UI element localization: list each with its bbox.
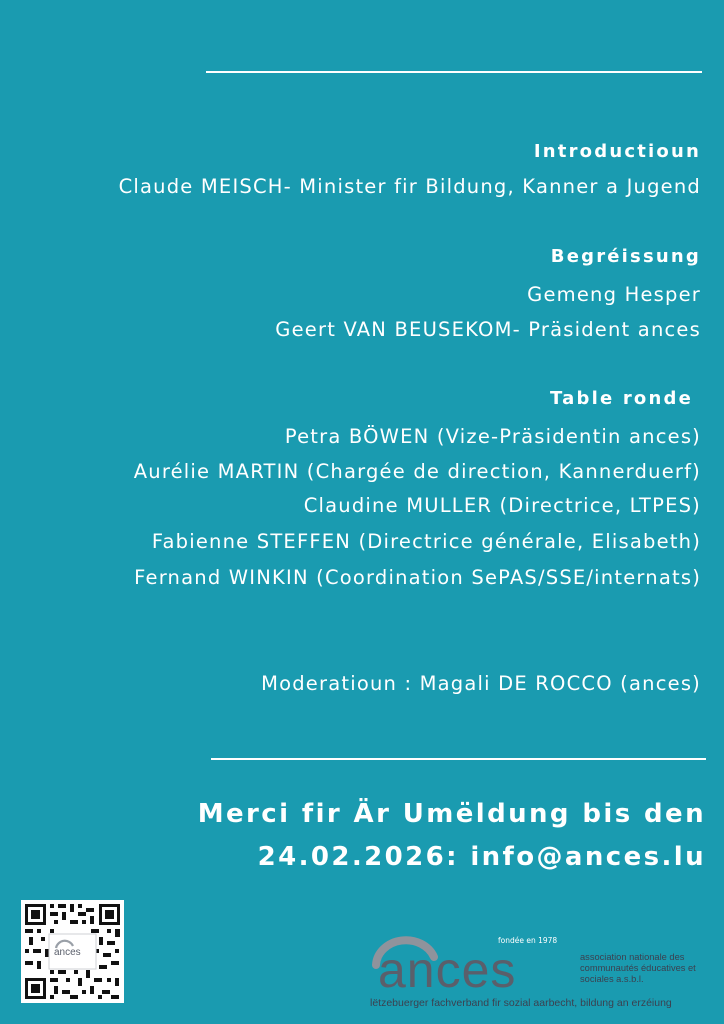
greeting-line: Gemeng Hesper bbox=[527, 283, 701, 306]
top-divider bbox=[206, 71, 702, 73]
greeting-line: Geert VAN BEUSEKOM- Präsident ances bbox=[275, 318, 701, 341]
intro-speaker: Claude MEISCH- Minister fir Bildung, Kanner a Jugend bbox=[118, 175, 701, 198]
table-ronde-heading: Table ronde bbox=[550, 388, 693, 409]
participant: Fabienne STEFFEN (Directrice générale, Elisabeth) bbox=[151, 530, 701, 553]
moderation-line: Moderatioun : Magali DE ROCCO (ances) bbox=[261, 672, 701, 695]
qr-code[interactable] bbox=[21, 900, 124, 1003]
participant: Petra BÖWEN (Vize-Präsidentin ances) bbox=[284, 425, 701, 448]
logo-tagline: lëtzebuerger fachverband fir sozial aarbecht, bildung an erzéiung bbox=[370, 997, 672, 1009]
participant: Aurélie MARTIN (Chargée de direction, Kannerduerf) bbox=[133, 460, 701, 483]
qr-logo-text: ances bbox=[54, 947, 81, 958]
participant: Claudine MULLER (Directrice, LTPES) bbox=[303, 494, 701, 517]
intro-heading: Introductioun bbox=[533, 141, 701, 162]
middle-divider bbox=[211, 758, 706, 760]
logo-founded: fondée en 1978 bbox=[498, 936, 558, 945]
registration-line-2: 24.02.2026: info@ances.lu bbox=[257, 842, 706, 872]
greeting-heading: Begréissung bbox=[550, 246, 701, 267]
logo-wordmark: ances bbox=[378, 942, 517, 998]
ances-logo bbox=[370, 935, 720, 1020]
logo-association: association nationale des communautés éducatives et sociales a.s.b.l. bbox=[580, 952, 696, 984]
registration-line-1: Merci fir Är Umëldung bis den bbox=[197, 799, 706, 829]
participant: Fernand WINKIN (Coordination SePAS/SSE/internats) bbox=[134, 566, 701, 589]
